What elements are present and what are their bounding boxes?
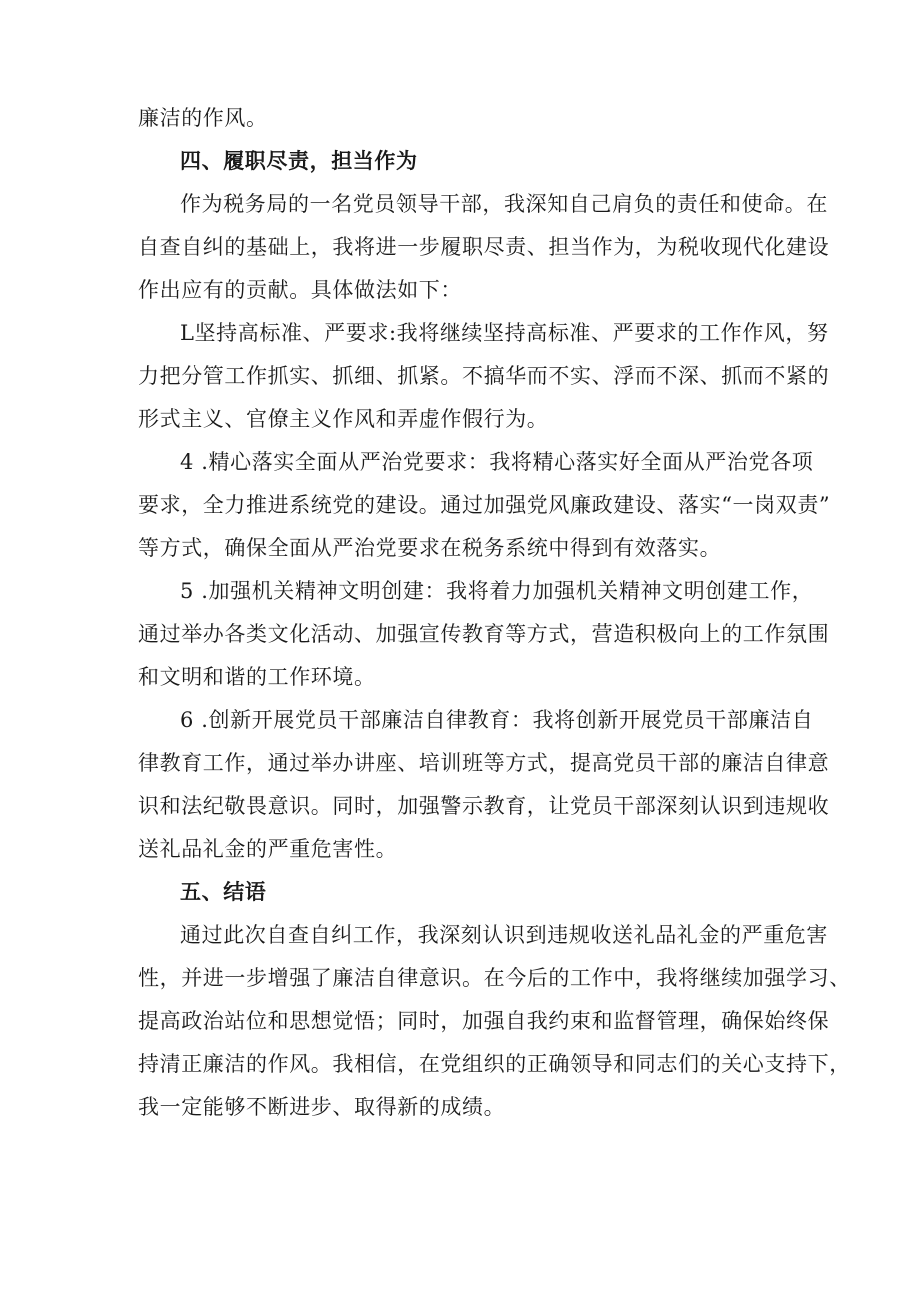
text-line: 作出应有的贡献。具体做法如下： [138,278,462,302]
text-line: 廉洁的作风。 [138,106,268,130]
text-line: 我一定能够不断进步、取得新的成绩。 [138,1095,506,1119]
text-line: 要求，全力推进系统党的建设。通过加强党风廉政建设、落实“一岗双责” [138,493,831,517]
text-line: 和文明和谐的工作环境。 [138,665,376,689]
text-line: 4 .精心落实全面从严治党要求：我将精心落实好全面从严治党各项 [180,450,814,474]
text-line: 形式主义、官僚主义作风和弄虚作假行为。 [138,407,549,431]
text-line: 提高政治站位和思想觉悟；同时，加强自我约束和监督管理，确保始终保 [138,1009,830,1033]
text-line: 6 .创新开展党员干部廉洁自律教育：我将创新开展党员干部廉洁自 [180,708,814,732]
section-heading-five: 五、结语 [180,879,267,904]
text-line: 通过举办各类文化活动、加强宣传教育等方式，营造积极向上的工作氛围 [138,622,830,646]
text-line: 等方式，确保全面从严治党要求在税务系统中得到有效落实。 [138,536,722,560]
text-line: 律教育工作，通过举办讲座、培训班等方式，提高党员干部的廉洁自律意 [138,751,830,775]
text-line: 识和法纪敬畏意识。同时，加强警示教育，让党员干部深刻认识到违规收 [138,794,830,818]
text-line: 作为税务局的一名党员领导干部，我深知自己肩负的责任和使命。在 [180,192,828,216]
text-line: 通过此次自查自纠工作，我深刻认识到违规收送礼品礼金的严重危害 [180,923,828,947]
text-line: 持清正廉洁的作风。我相信，在党组织的正确领导和同志们的关心支持下， [138,1052,851,1076]
text-line: L坚持高标准、严要求:我将继续坚持高标准、严要求的工作作风，努 [180,321,829,345]
text-line: 送礼品礼金的严重危害性。 [138,837,398,861]
text-line: 自查自纠的基础上，我将进一步履职尽责、担当作为，为税收现代化建设 [138,235,830,259]
text-line: 5 .加强机关精神文明创建：我将着力加强机关精神文明创建工作， [180,579,814,603]
text-line: 力把分管工作抓实、抓细、抓紧。不搞华而不实、浮而不深、抓而不紧的 [138,364,830,388]
text-line: 性，并进一步增强了廉洁自律意识。在今后的工作中，我将继续加强学习、 [138,966,851,990]
section-heading-four: 四、履职尽责，担当作为 [180,148,418,173]
